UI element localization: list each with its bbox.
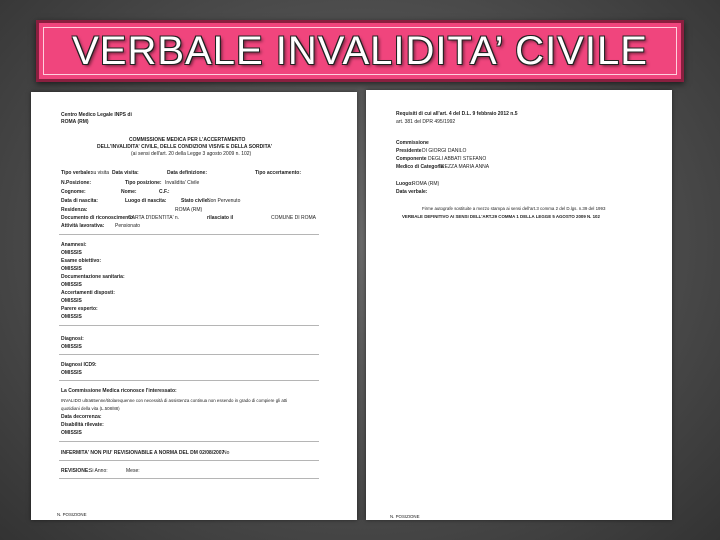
commissione-label: Commissione [396,140,429,146]
infermita-text: INFERMITA' NON PIU' REVISIONABILE A NORMA DEL DM 02/08/2007 [61,450,225,456]
presidente-label: Presidente [396,148,422,154]
disabilita-value: OMISSIS [61,430,82,436]
commission-line-1: COMMISSIONE MEDICA PER L'ACCERTAMENTO [129,137,246,143]
riconosce-text: La Commissione Medica riconosce l'interessato: [61,388,177,394]
componente-value: DEGLI ABBATI STEFANO [428,156,487,162]
accertamenti-value: OMISSIS [61,298,82,304]
data-decorrenza-label: Data decorrenza: [61,414,102,420]
comune-value: COMUNE DI ROMA [271,215,316,221]
esame-label: Esame obiettivo: [61,258,102,264]
residenza-value: ROMA (RM) [175,207,203,213]
commission-line-3: (ai sensi dell'art. 20 della Legge 3 agosto 2009 n. 102) [131,151,252,157]
attivita-label: Attività lavorativa: [61,223,105,229]
verbale-page-left [31,92,357,520]
tipo-verbale-value: su visita [91,170,110,176]
residenza-label: Residenza: [61,207,88,213]
diagnosi-label: Diagnosi: [61,336,84,342]
n-posizione-label: N.Posizione: [61,180,92,186]
stato-civile-value: Non Pervenuto [207,198,241,204]
invalido-line-1: INVALIDO ultra65enne/titolarequenne con necessità di assistenza continua non essendo in grado di compiere gli atti [61,398,288,403]
presidente-value: DI GIORGI DANILO [422,148,467,154]
revisione-mese: Mese: [126,468,140,474]
firme-text: Firme autografe sostituite a mezzo stampa ai sensi dell'art.3 comma 2 del D.lgs. n.39 del 1993 [422,206,606,211]
section-divider [59,354,319,355]
invalido-line-2: quotidiani della vita (L.508/88) [61,406,120,411]
slide-title: VERBALE INVALIDITA’ CIVILE [72,28,648,73]
commission-line-2: DELL'INVALIDITA' CIVILE, DELLE CONDIZIONI VISIVE E DELLA SORDITA' [97,144,273,150]
infermita-value: No [223,450,230,456]
documentazione-label: Documentazione sanitaria: [61,274,125,280]
parere-label: Parere esperto: [61,306,98,312]
diagnosi-icd-label: Diagnosi ICD9: [61,362,97,368]
verbale-page-right [366,90,672,520]
tipo-posizione-label: Tipo posizione: [125,180,162,186]
page-footer: N. POSIZIONE [390,514,420,519]
attivita-value: Pensionato [115,223,141,229]
header-line-2: ROMA (RM) [61,119,89,125]
art-text: art. 381 del DPR 495/1992 [396,119,456,125]
section-divider [59,234,319,235]
header-line-1: Centro Medico Legale INPS di [61,112,132,118]
anamnesi-value: OMISSIS [61,250,82,256]
luogo-value: ROMA (RM) [412,181,440,187]
medico-value: TREZZA MARIA ANNA [438,164,490,170]
page-footer: N. POSIZIONE [57,512,87,517]
documento-label: Documento di riconoscimento: [61,215,135,221]
data-verbale-label: Data verbale: [396,189,428,195]
diagnosi-value: OMISSIS [61,344,82,350]
section-divider [59,380,319,381]
data-visita-label: Data visita: [112,170,139,176]
revisione-anno: Si Anno: [89,468,108,474]
medico-label: Medico di Categoria [396,164,444,170]
parere-value: OMISSIS [61,314,82,320]
tipo-verbale-label: Tipo verbale: [61,170,93,176]
revisione-label: REVISIONE: [61,468,90,474]
nome-label: Nome: [121,189,137,195]
luogo-label: Luogo: [396,181,413,187]
luogo-nascita-label: Luogo di nascita: [125,198,167,204]
section-divider [59,441,319,442]
cf-label: C.F.: [159,189,170,195]
requisiti-text: Requisiti di cui all'art. 4 del D.L. 9 febbraio 2012 n.5 [396,111,518,117]
data-definizione-label: Data definizione: [167,170,208,176]
section-divider [59,460,319,461]
accertamenti-label: Accertamenti disposti: [61,290,115,296]
documentazione-value: OMISSIS [61,282,82,288]
anamnesi-label: Anamnesi: [61,242,87,248]
data-nascita-label: Data di nascita: [61,198,98,204]
rilasciato-label: rilasciato il [207,215,234,221]
stato-civile-label: Stato civile: [181,198,210,204]
componente-label: Componente [396,156,427,162]
tipo-posizione-value: Invalidita' Civile [165,180,200,186]
slide-title-box [36,20,684,82]
definitivo-text: VERBALE DEFINITIVO AI SENSI DELL'ART.29 COMMA 1 DELLA LEGGE 5 AGOSTO 2009 N. 102 [402,214,600,219]
disabilita-label: Disabilità rilevate: [61,422,104,428]
esame-value: OMISSIS [61,266,82,272]
cognome-label: Cognome: [61,189,86,195]
section-divider [59,325,319,326]
tipo-accertamento-label: Tipo accertamento: [255,170,302,176]
diagnosi-icd-value: OMISSIS [61,370,82,376]
documento-value: CARTA D'IDENTITA' n. [128,215,180,221]
section-divider [59,478,319,479]
